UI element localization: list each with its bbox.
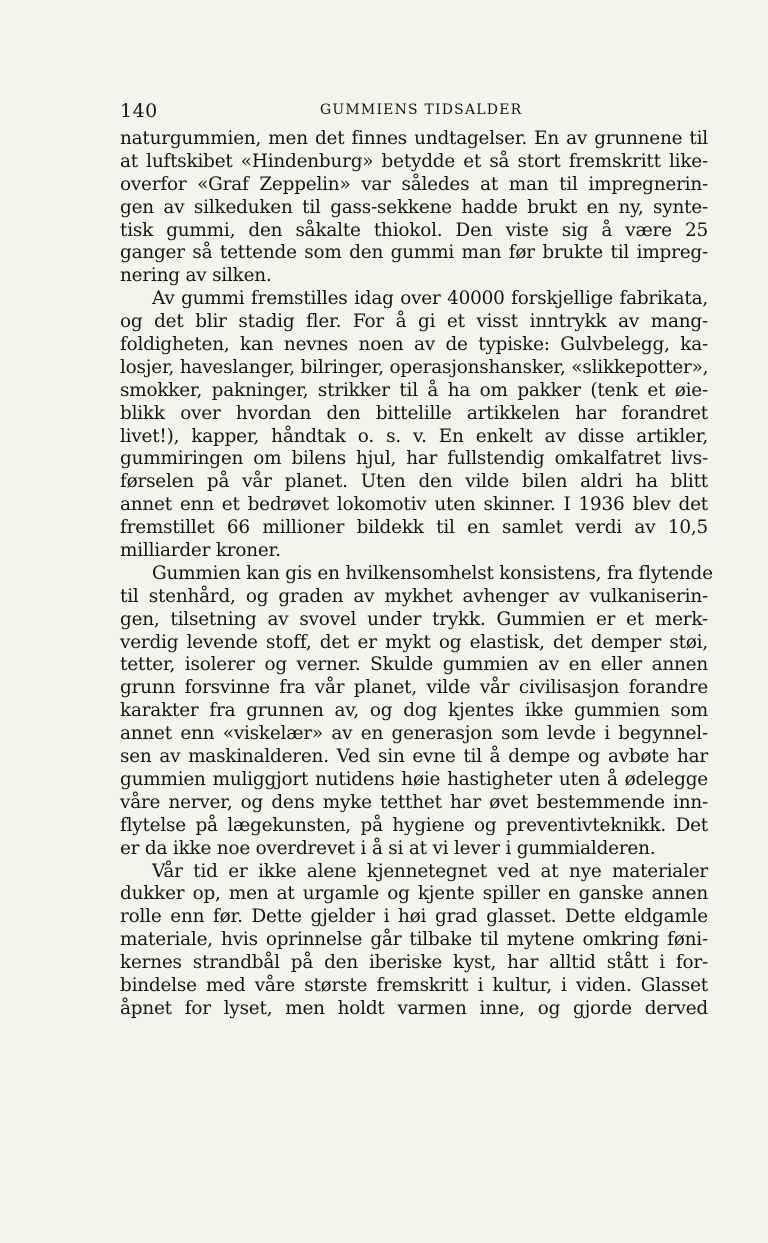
text-line: er da ikke noe overdrevet i å si at vi lever i gummialderen. <box>120 837 656 859</box>
text-line: rolle enn før. Dette gjelder i høi grad glasset. Dette eldgamle <box>120 906 708 928</box>
text-line: førselen på vår planet. Uten den vilde bilen aldri ha blitt <box>120 471 708 493</box>
text-line: ganger så tettende som den gummi man før brukte til impreg- <box>120 242 708 264</box>
text-line: verdig levende stoff, det er mykt og elastisk, det demper støi, <box>120 631 708 653</box>
text-line: Gummien kan gis en hvilkensomhelst konsistens, fra flytende <box>152 562 713 584</box>
body-text <box>120 128 713 1021</box>
text-line: overfor «Graf Zeppelin» var således at man til impregnerin- <box>120 173 708 195</box>
page-header <box>120 100 710 122</box>
text-line: foldigheten, kan nevnes noen av de typiske: Gulvbelegg, ka- <box>120 334 708 356</box>
text-line: losjer, haveslanger, bilringer, operasjonshansker, «slikkepotter», <box>120 356 709 378</box>
page-number: 140 <box>120 100 158 122</box>
text-line: og det blir stadig fler. For å gi et visst inntrykk av mang- <box>120 311 708 333</box>
text-line: tetter, isolerer og verner. Skulde gummien av en eller annen <box>120 654 708 676</box>
text-line: gummiringen om bilens hjul, har fullstendig omkalfatret livs- <box>120 448 708 470</box>
paragraph <box>120 288 708 563</box>
running-title: GUMMIENS TIDSALDER <box>320 102 523 118</box>
paragraph <box>120 562 713 861</box>
text-line: gen av silkeduken til gass-sekkene hadde brukt en ny, synte- <box>120 196 708 218</box>
text-line: nering av silken. <box>120 265 272 287</box>
text-line: blikk over hvordan den bittelille artikkelen har forandret <box>120 402 708 424</box>
text-line: sen av maskinalderen. Ved sin evne til å dempe og avbøte har <box>120 746 708 768</box>
text-line: fremstillet 66 millioner bildekk til en samlet verdi av 10,5 <box>120 517 708 539</box>
text-line: smokker, pakninger, strikker til å ha om pakker (tenk et øie- <box>120 379 708 401</box>
text-line: våre nerver, og dens myke tetthet har øvet bestemmende inn- <box>120 791 708 813</box>
text-line: materiale, hvis oprinnelse går tilbake til mytene omkring føni- <box>120 929 708 951</box>
text-line: annet enn «viskelær» av en generasjon som levde i begynnel- <box>120 723 708 745</box>
text-line: Vår tid er ikke alene kjennetegnet ved at nye materialer <box>152 860 708 882</box>
text-line: bindelse med våre største fremskritt i kultur, i viden. Glasset <box>120 974 708 996</box>
text-line: livet!), kapper, håndtak o. s. v. En enkelt av disse artikler, <box>120 425 708 447</box>
text-line: milliarder kroner. <box>120 540 281 562</box>
text-line: annet enn et bedrøvet lokomotiv uten skinner. I 1936 blev det <box>120 494 708 516</box>
text-line: til stenhård, og graden av mykhet avhenger av vulkaniserin- <box>120 585 708 607</box>
text-line: at luftskibet «Hindenburg» betydde et så stort fremskritt like- <box>120 150 708 172</box>
paragraph <box>120 861 708 1021</box>
text-line: grunn forsvinne fra vår planet, vilde vår civilisasjon forandre <box>120 677 708 699</box>
text-line: dukker op, men at urgamle og kjente spiller en ganske annen <box>120 883 708 905</box>
text-line: åpnet for lyset, men holdt varmen inne, og gjorde derved <box>120 997 708 1019</box>
text-line: gen, tilsetning av svovel under trykk. Gummien er et merk- <box>120 608 708 630</box>
text-line: flytelse på lægekunsten, på hygiene og preventivteknikk. Det <box>120 814 708 836</box>
paragraph <box>120 128 708 288</box>
text-line: karakter fra grunnen av, og dog kjentes ikke gummien som <box>120 700 708 722</box>
text-line: kernes strandbål på den iberiske kyst, har alltid stått i for- <box>120 952 708 974</box>
text-line: Av gummi fremstilles idag over 40000 forskjellige fabrikata, <box>152 288 708 310</box>
text-line: naturgummien, men det finnes undtagelser. En av grunnene til <box>120 128 708 149</box>
text-line: tisk gummi, den såkalte thiokol. Den viste sig å være 25 <box>120 219 708 241</box>
text-line: gummien muliggjort nutidens høie hastigheter uten å ødelegge <box>120 768 708 790</box>
